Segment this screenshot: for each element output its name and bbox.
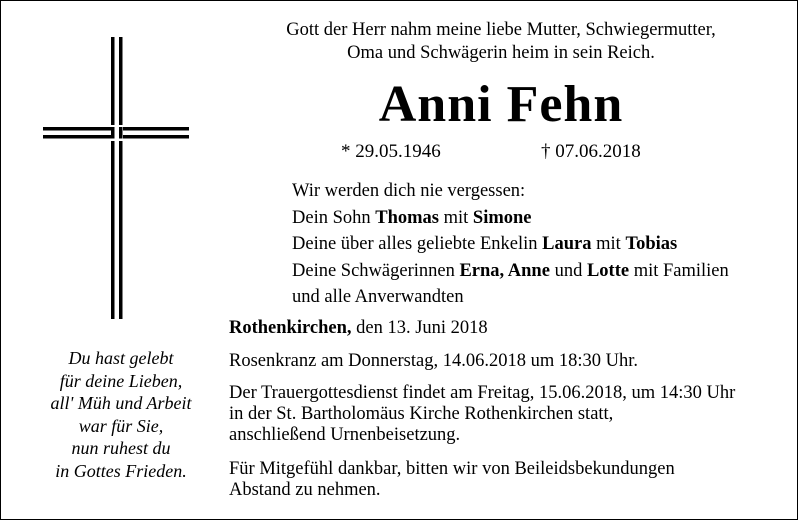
funeral-line: anschließend Urnenbeisetzung.	[229, 425, 461, 445]
intro-line: Oma und Schwägerin heim in sein Reich.	[347, 43, 655, 63]
mourner-name: Thomas	[375, 207, 439, 228]
mourners-line: Wir werden dich nie vergessen:	[292, 181, 526, 201]
poem-line: in Gottes Frieden.	[55, 460, 187, 481]
funeral-info	[229, 383, 735, 446]
thanks-line: Abstand zu nehmen.	[229, 480, 381, 500]
mourner-name: Lotte	[586, 260, 630, 281]
thanks-note	[229, 459, 675, 501]
mourner-name: Laura	[542, 234, 592, 254]
funeral-line: Der Trauergottesdienst findet am Freitag, 15.06.2018, um 14:30 Uhr	[229, 383, 736, 403]
mourners-line: Deine über alles geliebte Enkelin Laura mit Tobias	[292, 234, 678, 254]
deceased-name: Anni Fehn	[378, 76, 624, 133]
poem-line: für deine Lieben,	[59, 370, 183, 391]
funeral-line: in der St. Bartholomäus Kirche Rothenkirchen statt,	[229, 404, 614, 424]
mourners-line: Dein Sohn Thomas mit Simone	[292, 207, 532, 228]
birth-date: * 29.05.1946	[341, 141, 441, 162]
mourners-list	[292, 178, 729, 311]
intro-text	[229, 19, 773, 65]
mourner-name: Simone	[472, 207, 532, 228]
memorial-poem	[21, 347, 221, 482]
thanks-line: Für Mitgefühl dankbar, bitten wir von Beileidsbekundungen	[229, 459, 675, 479]
death-date: † 07.06.2018	[541, 141, 641, 162]
mourner-name: Erna, Anne	[459, 260, 550, 281]
rosary-info: Rosenkranz am Donnerstag, 14.06.2018 um 18:30 Uhr.	[229, 351, 638, 371]
cross-icon	[41, 37, 191, 319]
poem-line: war für Sie,	[78, 415, 164, 436]
poem-line: Du hast gelebt	[68, 348, 174, 368]
mourners-line: und alle Anverwandten	[292, 287, 464, 307]
intro-line: Gott der Herr nahm meine liebe Mutter, Schwiegermutter,	[286, 20, 716, 40]
mourners-line: Deine Schwägerinnen Erna, Anne und Lotte mit Familien	[292, 260, 729, 281]
poem-line: all' Müh und Arbeit	[50, 393, 192, 413]
poem-line: nun ruhest du	[71, 438, 171, 458]
place-date	[229, 318, 488, 339]
place: Rothenkirchen,	[229, 318, 352, 338]
date: den 13. Juni 2018	[351, 318, 488, 338]
mourner-name: Tobias	[625, 234, 678, 254]
